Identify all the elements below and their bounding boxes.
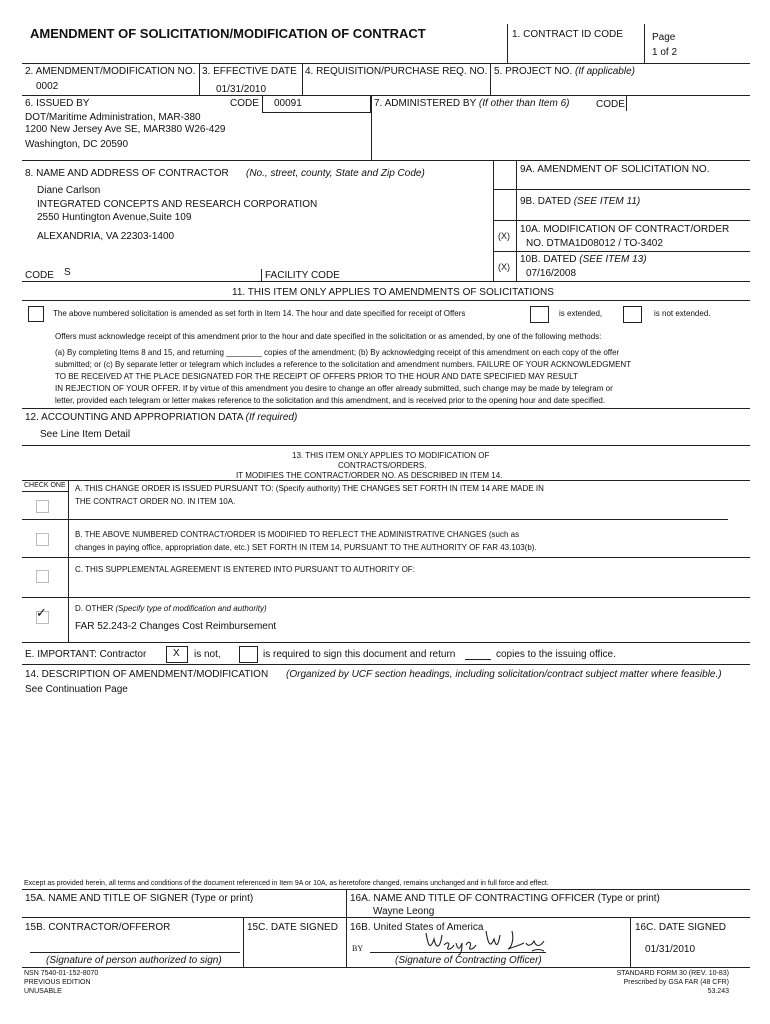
item-10a-x: (X)	[498, 231, 510, 241]
copies-label: copies to the issuing office.	[496, 649, 616, 660]
united-states-16b-label: 16B. United States of America	[350, 922, 484, 933]
contractor-name: Diane Carlson	[37, 185, 101, 196]
form-number-label: 53.243	[707, 988, 729, 995]
check-d-mark-icon: ✓	[36, 605, 47, 620]
contractor-15b-label: 15B. CONTRACTOR/OFFEROR	[25, 922, 171, 933]
item-14-value: See Continuation Page	[25, 684, 128, 695]
signature-person-caption: (Signature of person authorized to sign)	[46, 955, 222, 966]
check-a-box[interactable]	[36, 500, 49, 513]
date-15c-label: 15C. DATE SIGNED	[247, 922, 338, 933]
previous-edition-label: PREVIOUS EDITION	[24, 979, 91, 986]
is-not-x-mark: X	[173, 648, 180, 659]
item-11-heading: 11. THIS ITEM ONLY APPLIES TO AMENDMENTS OF SOLICITATIONS	[232, 287, 554, 298]
date-16c-label: 16C. DATE SIGNED	[635, 922, 726, 933]
requisition-label: 4. REQUISITION/PURCHASE REQ. NO.	[305, 66, 488, 77]
item-11-amended-text: The above numbered solicitation is amended as set forth in Item 14. The hour and date specified for receipt of Offers	[53, 309, 466, 318]
is-not-label: is not,	[194, 649, 221, 660]
contractor-note: (No., street, county, State and Zip Code)	[246, 168, 425, 179]
effective-date-label: 3. EFFECTIVE DATE	[202, 66, 297, 77]
item-9a-label: 9A. AMENDMENT OF SOLICITATION NO.	[520, 164, 710, 175]
item-13b-line-2: changes in paying office, appropriation date, etc.) SET FORTH IN ITEM 14, PURSUANT TO THE AUTHORITY OF FAR 43.103(b).	[75, 543, 537, 552]
item-10b-x: (X)	[498, 262, 510, 272]
except-line: Except as provided herein, all terms and conditions of the document referenced in Item 9A or 10A, as heretofore changed, remains unchanged and in full force and effect.	[24, 880, 549, 887]
item-13-heading-1: 13. THIS ITEM ONLY APPLIES TO MODIFICATION OF	[292, 451, 490, 460]
item-11-para-1: (a) By completing Items 8 and 15, and returning ________ copies of the amendment; (b) By acknowledging receipt of this amendment on each copy of the offer	[55, 348, 620, 357]
item-9b-label: 9B. DATED (SEE ITEM 11)	[520, 196, 641, 207]
officer-16a-label: 16A. NAME AND TITLE OF CONTRACTING OFFICER (Type or print)	[350, 893, 660, 904]
contractor-code-value: S	[64, 267, 71, 278]
effective-date-value: 01/31/2010	[216, 84, 267, 95]
item-11-para-3: TO BE RECEIVED AT THE PLACE DESIGNATED FOR THE RECEIPT OF OFFERS PRIOR TO THE HOUR AND DATE SPECIFIED MAY RESULT	[55, 372, 578, 381]
issued-code-label: CODE	[230, 98, 259, 109]
issued-by-label: 6. ISSUED BY	[25, 98, 90, 109]
is-required-checkbox[interactable]	[239, 646, 258, 663]
page-label: Page	[652, 32, 676, 43]
item-12-value: See Line Item Detail	[40, 429, 131, 440]
item-13a-line-1: A. THIS CHANGE ORDER IS ISSUED PURSUANT TO: (Specify authority) THE CHANGES SET FORTH IN ITEM 14 ARE MADE IN	[75, 484, 544, 493]
issued-code-value: 00091	[274, 98, 302, 109]
officer-16a-value: Wayne Leong	[373, 906, 435, 917]
item-11-para-2: submitted; or (c) By separate letter or telegram which includes a reference to the solicitation and amendment numbers. FAILURE OF YOUR ACKNOWLEDGMENT	[55, 360, 632, 369]
contractor-code-label: CODE	[25, 270, 54, 281]
admin-code-label: CODE	[596, 99, 625, 110]
contractor-street: 2550 Huntington Avenue,Suite 109	[37, 212, 192, 223]
unusable-label: UNUSABLE	[24, 988, 62, 995]
issued-address-line1: DOT/Maritime Administration, MAR-380	[25, 112, 201, 123]
project-no-label: 5. PROJECT NO. (If applicable)	[494, 66, 635, 77]
important-label: E. IMPORTANT: Contractor	[25, 649, 147, 660]
by-label: BY	[352, 944, 364, 953]
item-10a-label: 10A. MODIFICATION OF CONTRACT/ORDER	[520, 224, 730, 235]
offers-line: Offers must acknowledge receipt of this amendment prior to the hour and date specified in the solicitation or as amended, by one of the following methods:	[55, 332, 602, 341]
contractor-company: INTEGRATED CONCEPTS AND RESEARCH CORPORATION	[37, 199, 318, 210]
item-13a-line-2: THE CONTRACT ORDER NO. IN ITEM 10A.	[75, 497, 236, 506]
item-13d-value: FAR 52.243-2 Changes Cost Reimbursement	[75, 621, 277, 632]
item-12-label: 12. ACCOUNTING AND APPROPRIATION DATA (If required)	[25, 412, 298, 423]
item-13d-label: D. OTHER (Specify type of modification and authority)	[75, 604, 267, 613]
item-10b-value: 07/16/2008	[526, 268, 577, 279]
page-number: 1 of 2	[652, 47, 678, 58]
item-11-checkbox[interactable]	[28, 306, 44, 322]
extended-checkbox[interactable]	[530, 306, 549, 323]
is-extended-label: is extended,	[559, 309, 603, 318]
check-b-box[interactable]	[36, 533, 49, 546]
contract-id-label: 1. CONTRACT ID CODE	[512, 29, 623, 40]
nsn-label: NSN 7540-01-152-8070	[24, 970, 99, 977]
item-11-para-4: IN REJECTION OF YOUR OFFER. If by virtue of this amendment you desire to change an offer already submitted, such change may be made by telegram or	[55, 384, 613, 393]
signer-15a-label: 15A. NAME AND TITLE OF SIGNER (Type or print)	[25, 893, 254, 904]
issued-address-line3: Washington, DC 20590	[25, 139, 129, 150]
item-13-heading-3: IT MODIFIES THE CONTRACT/ORDER NO. AS DESCRIBED IN ITEM 14.	[236, 471, 503, 480]
item-10a-value: NO. DTMA1D08012 / TO-3402	[526, 238, 663, 249]
is-required-label: is required to sign this document and return	[263, 649, 456, 660]
item-11-para-5: letter, provided each telegram or letter makes reference to the solicitation and this amendment, and is received prior to the opening hour and date specified.	[55, 396, 606, 405]
amendment-no-label: 2. AMENDMENT/MODIFICATION NO.	[25, 66, 196, 77]
gsa-far-label: Prescribed by GSA FAR (48 CFR)	[623, 979, 729, 986]
item-14-note: (Organized by UCF section headings, including solicitation/contract subject matter where feasible.)	[286, 669, 722, 680]
contractor-city: ALEXANDRIA, VA 22303-1400	[37, 231, 175, 242]
item-10b-label: 10B. DATED (SEE ITEM 13)	[520, 254, 647, 265]
form-title: AMENDMENT OF SOLICITATION/MODIFICATION OF CONTRACT	[30, 26, 426, 41]
issued-address-line2: 1200 New Jersey Ave SE, MAR380 W26-429	[25, 124, 226, 135]
amendment-no-value: 0002	[36, 81, 59, 92]
date-16c-value: 01/31/2010	[645, 944, 696, 955]
check-c-box[interactable]	[36, 570, 49, 583]
item-13c-line-1: C. THIS SUPPLEMENTAL AGREEMENT IS ENTERED INTO PURSUANT TO AUTHORITY OF:	[75, 565, 415, 574]
item-13-heading-2: CONTRACTS/ORDERS.	[338, 461, 427, 470]
signature-officer-caption: (Signature of Contracting Officer)	[395, 955, 542, 966]
item-14-label: 14. DESCRIPTION OF AMENDMENT/MODIFICATION	[25, 669, 269, 680]
not-extended-checkbox[interactable]	[623, 306, 642, 323]
item-13b-line-1: B. THE ABOVE NUMBERED CONTRACT/ORDER IS MODIFIED TO REFLECT THE ADMINISTRATIVE CHANGES (such as	[75, 530, 520, 539]
check-one-label: CHECK ONE	[24, 482, 66, 489]
is-not-extended-label: is not extended.	[654, 309, 711, 318]
facility-code-label: FACILITY CODE	[265, 270, 340, 281]
standard-form-label: STANDARD FORM 30 (REV. 10-83)	[616, 970, 729, 977]
contractor-label: 8. NAME AND ADDRESS OF CONTRACTOR	[25, 168, 229, 179]
administered-by-label: 7. ADMINISTERED BY (If other than Item 6)	[374, 98, 570, 109]
